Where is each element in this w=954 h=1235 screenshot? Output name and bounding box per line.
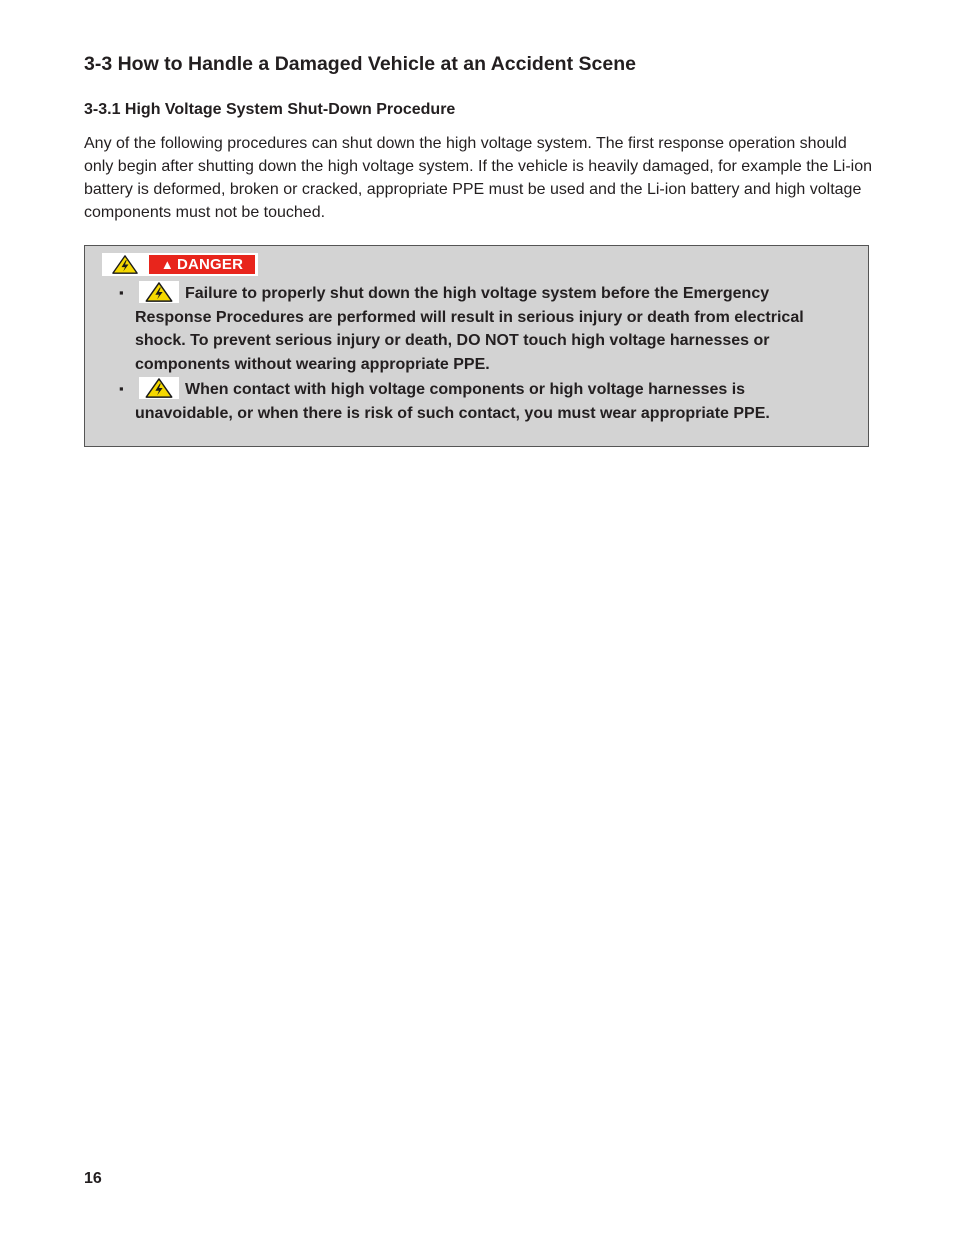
danger-item <box>119 281 835 376</box>
danger-item <box>119 377 835 425</box>
bullet-icon: ▪ <box>119 381 124 396</box>
danger-item-text: Failure to properly shut down the high voltage system before the Emergency Response Procedures are performed will result in serious injury or death from electrical shock. To prevent serious injury or death, DO NOT touch high voltage harnesses or components without wearing appropriate PPE. <box>135 285 804 373</box>
high-voltage-warning-icon <box>139 377 179 399</box>
danger-label <box>149 255 255 274</box>
danger-header <box>102 253 258 276</box>
section-title: 3-3 How to Handle a Damaged Vehicle at an Accident Scene <box>84 53 636 75</box>
page-number: 16 <box>84 1170 102 1187</box>
intro-paragraph: Any of the following procedures can shut down the high voltage system. The first response operation should only begin after shutting down the high voltage system. If the vehicle is heavily damaged, for example the Li-ion battery is deformed, broken or cracked, appropriate PPE must be used and the Li-ion battery and high voltage components must not be touched. <box>84 135 873 221</box>
subsection-title: 3-3.1 High Voltage System Shut-Down Procedure <box>84 101 456 118</box>
warning-triangle-icon: ▲ <box>160 257 174 272</box>
bullet-icon: ▪ <box>119 285 124 300</box>
danger-item-text: When contact with high voltage components or high voltage harnesses is unavoidable, or when there is risk of such contact, you must wear appropriate PPE. <box>135 381 770 422</box>
high-voltage-warning-icon <box>139 281 179 303</box>
high-voltage-warning-icon <box>112 255 138 274</box>
danger-box <box>84 245 869 447</box>
danger-label-text: DANGER <box>176 256 244 273</box>
